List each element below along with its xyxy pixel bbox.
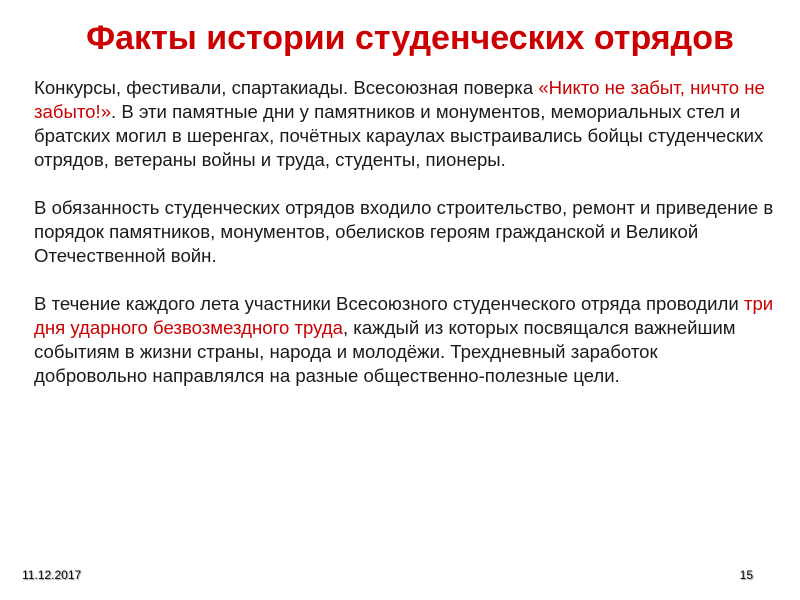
paragraph-1-text-a: Конкурсы, фестивали, спартакиады. Всесоюзная поверка — [34, 77, 539, 98]
page-number: 15 — [739, 568, 753, 582]
paragraph-3-highlight: три дня ударного безвозмездного труда — [34, 293, 774, 338]
paragraph-1-text-b: . В эти памятные дни у памятников и монументов, мемориальных стел и братских могил в шеренгах, почётных караулах выстраивались бойцы студенческих отрядов, ветераны войны и труда, студенты, пионеры. — [34, 101, 764, 170]
paragraph-3-text-a: В течение каждого лета участники Всесоюзного студенческого отряда проводили — [34, 293, 744, 314]
paragraph-3-text-b: , каждый из которых посвящался важнейшим событиям в жизни страны, народа и молодёжи. Трехдневный заработок добровольно направлялся на разные общественно-полезные цели. — [34, 317, 736, 386]
paragraph-1-highlight: «Никто не забыт, ничто не забыто!» — [34, 77, 765, 122]
slide-body — [34, 76, 774, 412]
paragraph-1 — [34, 76, 774, 172]
slide-title: Факты истории студенческих отрядов — [86, 19, 734, 57]
paragraph-3 — [34, 292, 774, 388]
paragraph-2-text: В обязанность студенческих отрядов входило строительство, ремонт и приведение в порядок памятников, монументов, обелисков героям гражданской и Великой Отечественной войн. — [34, 197, 774, 266]
footer-date: 11.12.2017 — [22, 568, 82, 582]
paragraph-2 — [34, 196, 774, 268]
